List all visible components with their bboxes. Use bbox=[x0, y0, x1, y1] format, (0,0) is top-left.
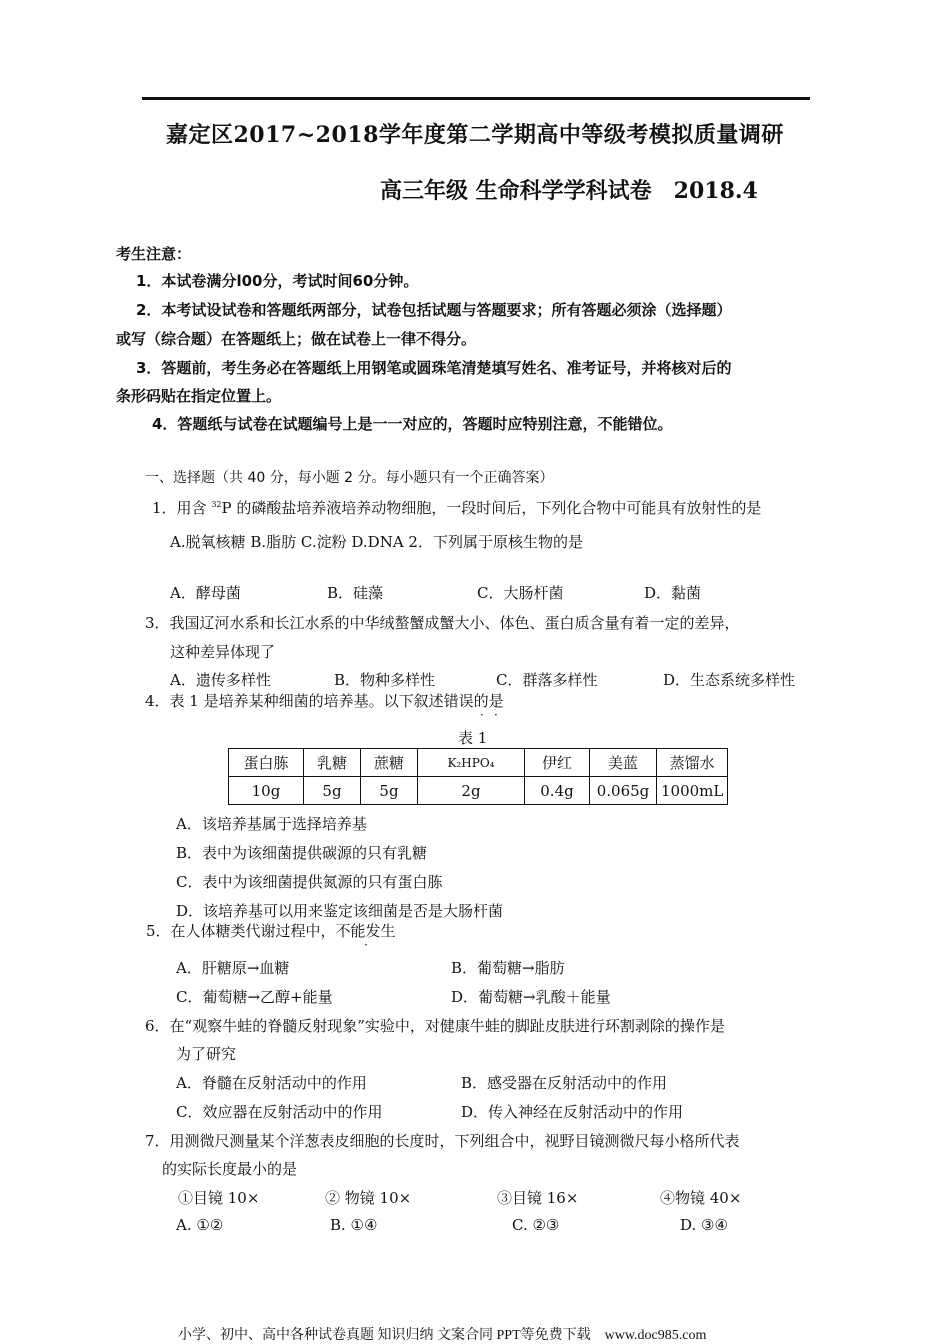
q6-option-d: D．传入神经在反射活动中的作用 bbox=[461, 1103, 684, 1121]
notice-item-3a: 3．答题前，考生务必在答题纸上用钢笔或圆珠笔清楚填写姓名、准考证号，并将核对后的 bbox=[136, 359, 732, 377]
notice-heading: 考生注意： bbox=[116, 245, 192, 263]
notice-item-4: 4．答题纸与试卷在试题编号上是一一对应的，答题时应特别注意，不能错位。 bbox=[152, 415, 673, 433]
exam-subtitle: 高三年级 生命科学学科试卷 2018.4 bbox=[380, 178, 758, 204]
q7-item-3: ③目镜 16× bbox=[497, 1189, 579, 1207]
q5-option-d: D．葡萄糖→乳酸＋能量 bbox=[451, 988, 611, 1006]
q4-option-a: A．该培养基属于选择培养基 bbox=[176, 815, 367, 833]
table-cell: 0.065g bbox=[590, 777, 657, 805]
table-header-row bbox=[229, 749, 728, 777]
q7-item-4: ④物镜 40× bbox=[660, 1189, 742, 1207]
q4-option-c: C．表中为该细菌提供氮源的只有蛋白胨 bbox=[176, 873, 443, 891]
table-header-cell: 乳糖 bbox=[304, 749, 361, 777]
table-cell: 1000mL bbox=[657, 777, 728, 805]
q6-option-b: B．感受器在反射活动中的作用 bbox=[461, 1074, 668, 1092]
q2-option-a: A．酵母菌 bbox=[170, 584, 241, 602]
table-cell: 10g bbox=[229, 777, 304, 805]
notice-item-1: 1．本试卷满分l00分，考试时间60分钟。 bbox=[136, 272, 419, 290]
q5-option-a: A．肝糖原→血糖 bbox=[176, 959, 290, 977]
table-caption: 表 1 bbox=[458, 729, 488, 747]
q3-option-a: A．遗传多样性 bbox=[170, 671, 271, 689]
emphasis-dot: · bbox=[480, 708, 484, 722]
table-header-cell: 伊红 bbox=[525, 749, 590, 777]
emphasis-dot: · bbox=[494, 708, 498, 722]
table-header-cell: 蔗糖 bbox=[361, 749, 418, 777]
table-header-cell: 蒸馏水 bbox=[657, 749, 728, 777]
table-cell: 2g bbox=[418, 777, 525, 805]
exam-title: 嘉定区2017~2018学年度第二学期高中等级考模拟质量调研 bbox=[166, 122, 784, 148]
top-rule bbox=[142, 97, 810, 100]
q6-option-a: A．脊髓在反射活动中的作用 bbox=[176, 1074, 367, 1092]
notice-item-2b: 或写（综合题）在答题纸上；做在试卷上一律不得分。 bbox=[116, 330, 477, 348]
table-cell: 5g bbox=[361, 777, 418, 805]
question-7-stem: 7．用测微尺测量某个洋葱表皮细胞的长度时，下列组合中，视野目镜测微尺每小格所代表 bbox=[145, 1132, 740, 1150]
question-1-stem bbox=[152, 497, 761, 518]
medium-table bbox=[228, 748, 728, 805]
q3-option-b: B．物种多样性 bbox=[334, 671, 436, 689]
q5-option-b: B．葡萄糖→脂肪 bbox=[451, 959, 565, 977]
footer-text: 小学、初中、高中各种试卷真题 知识归纳 文案合同 PPT等免费下载 www.doc985.com bbox=[178, 1328, 707, 1343]
question-6-stem-cont: 为了研究 bbox=[176, 1045, 237, 1063]
q7-option-d: D. ③④ bbox=[680, 1216, 728, 1234]
q5-option-c: C．葡萄糖→乙醇+能量 bbox=[176, 988, 333, 1006]
table-header-cell: K₂HPO₄ bbox=[418, 749, 525, 777]
q4-option-b: B．表中为该细菌提供碳源的只有乳糖 bbox=[176, 844, 428, 862]
question-5-stem: 5．在人体糖类代谢过程中，不能发生 bbox=[146, 922, 396, 940]
q2-option-c: C．大肠杆菌 bbox=[477, 584, 564, 602]
table-cell: 0.4g bbox=[525, 777, 590, 805]
notice-item-3b: 条形码贴在指定位置上。 bbox=[116, 387, 282, 405]
q6-option-c: C．效应器在反射活动中的作用 bbox=[176, 1103, 383, 1121]
q7-item-1: ①目镜 10× bbox=[178, 1189, 260, 1207]
table-header-cell: 美蓝 bbox=[590, 749, 657, 777]
q1-isotope-mass: 32 bbox=[211, 500, 222, 509]
notice-item-2a: 2．本考试设试卷和答题纸两部分，试卷包括试题与答题要求；所有答题必须涂（选择题） bbox=[136, 301, 732, 319]
section-heading: 一、选择题（共 40 分，每小题 2 分。每小题只有一个正确答案） bbox=[145, 470, 554, 486]
q1-pre: 1．用含 bbox=[152, 499, 212, 517]
q1-post: P 的磷酸盐培养液培养动物细胞，一段时间后，下列化合物中可能具有放射性的是 bbox=[221, 499, 762, 517]
question-6-stem: 6．在“观察牛蛙的脊髓反射现象”实验中，对健康牛蛙的脚趾皮肤进行环割剥除的操作是 bbox=[145, 1017, 725, 1035]
table-cell: 5g bbox=[304, 777, 361, 805]
q4-option-d: D．该培养基可以用来鉴定该细菌是否是大肠杆菌 bbox=[176, 902, 504, 920]
q3-option-c: C．群落多样性 bbox=[496, 671, 598, 689]
table-header-cell: 蛋白胨 bbox=[229, 749, 304, 777]
question-3-stem: 3．我国辽河水系和长江水系的中华绒螯蟹成蟹大小、体色、蛋白质含量有着一定的差异， bbox=[145, 614, 740, 632]
q3-option-d: D．生态系统多样性 bbox=[663, 671, 796, 689]
q2-option-b: B．硅藻 bbox=[327, 584, 384, 602]
q7-option-b: B. ①④ bbox=[330, 1216, 378, 1234]
question-3-stem-cont: 这种差异体现了 bbox=[170, 643, 276, 661]
emphasis-dot: · bbox=[364, 938, 368, 952]
question-4-stem: 4．表 1 是培养某种细菌的培养基。以下叙述错误的是 bbox=[145, 692, 504, 710]
table-row bbox=[229, 777, 728, 805]
q7-option-a: A. ①② bbox=[176, 1216, 224, 1234]
q7-option-c: C. ②③ bbox=[512, 1216, 560, 1234]
question-7-stem-cont: 的实际长度最小的是 bbox=[162, 1160, 298, 1178]
question-1-options: A.脱氧核糖 B.脂肪 C.淀粉 D.DNA 2．下列属于原核生物的是 bbox=[170, 533, 583, 551]
q2-option-d: D．黏菌 bbox=[644, 584, 702, 602]
q7-item-2: ② 物镜 10× bbox=[325, 1189, 412, 1207]
